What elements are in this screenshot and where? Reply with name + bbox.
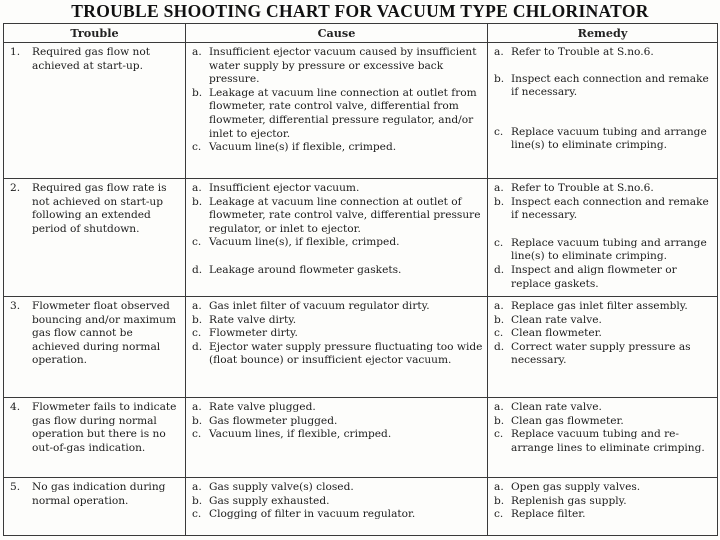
cause-text: Gas flowmeter plugged.: [209, 414, 338, 427]
remedy-item: [494, 314, 713, 328]
trouble-item: [10, 46, 181, 73]
remedy-cell: [488, 398, 718, 478]
trouble-text: Flowmeter fails to indicate gas flow during normal operation but there is no out-of-gas indication.: [32, 401, 177, 454]
remedy-text: Refer to Trouble at S.no.6.: [511, 46, 654, 58]
trouble-shooting-table: [3, 23, 718, 536]
cause-text: Leakage around flowmeter gaskets.: [209, 263, 402, 276]
cause-text: Vacuum line(s), if flexible, crimped.: [209, 236, 400, 249]
cause-text: Ejector water supply pressure fluctuating too wide (float bounce) or insufficient ejector vacuum.: [209, 340, 483, 367]
remedy-letter: d.: [494, 340, 505, 353]
remedy-text: Replace vacuum tubing and re-arrange lines to eliminate crimping.: [511, 428, 705, 454]
trouble-text: Required gas flow rate is not achieved on start-up following an extended period of shutdown.: [32, 182, 167, 235]
remedy-item: [494, 46, 713, 60]
remedy-cell: [488, 179, 718, 297]
cause-item: [192, 327, 483, 341]
cause-text: Clogging of filter in vacuum regulator.: [209, 508, 416, 521]
remedy-text: Replace vacuum tubing and arrange line(s) to eliminate crimping.: [511, 236, 707, 263]
remedy-text: Replenish gas supply.: [511, 494, 627, 507]
remedy-letter: c.: [494, 125, 504, 138]
cause-item: [192, 196, 483, 237]
remedy-item: [494, 428, 713, 455]
remedy-letter: a.: [494, 481, 504, 493]
remedy-item: [494, 73, 713, 100]
trouble-text: Required gas flow not achieved at start-up.: [32, 46, 150, 72]
trouble-number: 1.: [10, 46, 21, 58]
remedy-item: [494, 481, 713, 495]
remedy-cell: [488, 478, 718, 536]
remedy-letter: c.: [494, 428, 504, 441]
cause-letter: a.: [192, 401, 202, 413]
remedy-letter: c.: [494, 508, 504, 521]
page-title: TROUBLE SHOOTING CHART FOR VACUUM TYPE CHLORINATOR: [71, 1, 649, 21]
remedy-letter: a.: [494, 182, 504, 194]
cause-item: [192, 341, 483, 368]
trouble-item: [10, 182, 181, 236]
remedy-item: [494, 341, 713, 368]
remedy-item: [494, 182, 713, 196]
remedy-letter: b.: [494, 494, 505, 507]
cause-item: [192, 87, 483, 141]
cause-item: [192, 236, 483, 250]
cause-letter: a.: [192, 300, 202, 312]
remedy-text: Replace vacuum tubing and arrange line(s) to eliminate crimping.: [511, 125, 707, 152]
cause-item: [192, 481, 483, 495]
cause-item: [192, 508, 483, 522]
cause-letter: c.: [192, 236, 202, 249]
remedy-item: [494, 401, 713, 415]
table-row: [4, 478, 718, 536]
cause-item: [192, 264, 483, 278]
remedy-text: Inspect and align flowmeter or replace gaskets.: [511, 263, 677, 290]
trouble-number: 2.: [10, 182, 21, 194]
cause-letter: d.: [192, 340, 203, 353]
remedy-item: [494, 327, 713, 341]
header-row: [4, 24, 718, 43]
cause-letter: c.: [192, 508, 202, 521]
remedy-letter: c.: [494, 236, 504, 249]
trouble-cell: [4, 398, 186, 478]
cause-item: [192, 428, 483, 442]
cause-cell: [186, 478, 488, 536]
cause-text: Gas inlet filter of vacuum regulator dirty.: [209, 300, 430, 312]
cause-letter: b.: [192, 195, 203, 208]
cause-item: [192, 300, 483, 314]
cause-letter: b.: [192, 414, 203, 427]
trouble-number: 3.: [10, 300, 21, 312]
remedy-letter: b.: [494, 414, 505, 427]
remedy-item: [494, 300, 713, 314]
cause-text: Flowmeter dirty.: [209, 327, 298, 340]
remedy-text: Replace filter.: [511, 508, 586, 521]
remedy-text: Open gas supply valves.: [511, 481, 641, 493]
remedy-text: Clean gas flowmeter.: [511, 414, 624, 427]
cause-letter: c.: [192, 141, 202, 154]
trouble-number: 5.: [10, 481, 21, 493]
remedy-text: Inspect each connection and remake if necessary.: [511, 72, 709, 99]
trouble-item: [10, 300, 181, 368]
cause-letter: b.: [192, 313, 203, 326]
remedy-item: [494, 495, 713, 509]
remedy-text: Clean rate valve.: [511, 401, 602, 413]
remedy-item: [494, 196, 713, 223]
remedy-item: [494, 508, 713, 522]
cause-text: Gas supply exhausted.: [209, 494, 330, 507]
table-row: [4, 179, 718, 297]
cause-text: Leakage at vacuum line connection at outlet of flowmeter, rate control valve, differential pressure regulator, or inlet to ejector.: [209, 195, 481, 235]
cause-item: [192, 46, 483, 87]
cause-text: Insufficient ejector vacuum caused by insufficient water supply by pressure or excessive back pressure.: [209, 46, 477, 86]
remedy-text: Refer to Trouble at S.no.6.: [511, 182, 654, 194]
trouble-cell: [4, 43, 186, 179]
remedy-text: Correct water supply pressure as necessary.: [511, 340, 691, 367]
cause-letter: b.: [192, 494, 203, 507]
cause-item: [192, 182, 483, 196]
cause-letter: a.: [192, 182, 202, 194]
remedy-item: [494, 237, 713, 264]
remedy-text: Clean flowmeter.: [511, 327, 602, 340]
remedy-letter: a.: [494, 300, 504, 312]
remedy-letter: d.: [494, 263, 505, 276]
trouble-number: 4.: [10, 401, 21, 413]
cause-cell: [186, 43, 488, 179]
table-row: [4, 297, 718, 398]
trouble-cell: [4, 179, 186, 297]
cause-text: Gas supply valve(s) closed.: [209, 481, 354, 493]
cause-letter: c.: [192, 428, 202, 441]
cause-letter: d.: [192, 263, 203, 276]
remedy-letter: a.: [494, 401, 504, 413]
cause-item: [192, 415, 483, 429]
trouble-text: Flowmeter float observed bouncing and/or maximum gas flow cannot be achieved during normal operation.: [32, 300, 177, 367]
cause-cell: [186, 179, 488, 297]
cause-item: [192, 314, 483, 328]
remedy-letter: b.: [494, 72, 505, 85]
cause-cell: [186, 297, 488, 398]
cause-text: Vacuum lines, if flexible, crimped.: [209, 428, 392, 441]
cause-text: Leakage at vacuum line connection at outlet from flowmeter, rate control valve, differential from flowmeter, differential pressure regulator, and/or inlet to ejector.: [209, 86, 477, 140]
remedy-item: [494, 126, 713, 153]
remedy-letter: b.: [494, 195, 505, 208]
remedy-cell: [488, 297, 718, 398]
trouble-text: No gas indication during normal operation.: [32, 481, 166, 507]
remedy-text: Replace gas inlet filter assembly.: [511, 300, 688, 312]
trouble-item: [10, 401, 181, 455]
table-row: [4, 43, 718, 179]
header-cause: Cause: [186, 24, 488, 43]
remedy-letter: b.: [494, 313, 505, 326]
remedy-letter: a.: [494, 46, 504, 58]
cause-item: [192, 495, 483, 509]
header-trouble: Trouble: [4, 24, 186, 43]
header-remedy: Remedy: [488, 24, 718, 43]
cause-letter: b.: [192, 86, 203, 99]
cause-letter: a.: [192, 481, 202, 493]
remedy-cell: [488, 43, 718, 179]
remedy-text: Clean rate valve.: [511, 313, 602, 326]
trouble-cell: [4, 297, 186, 398]
cause-letter: c.: [192, 327, 202, 340]
cause-letter: a.: [192, 46, 202, 58]
remedy-letter: c.: [494, 327, 504, 340]
cause-text: Insufficient ejector vacuum.: [209, 182, 360, 194]
cause-item: [192, 141, 483, 155]
cause-text: Rate valve dirty.: [209, 313, 297, 326]
remedy-item: [494, 415, 713, 429]
trouble-item: [10, 481, 181, 508]
cause-text: Rate valve plugged.: [209, 401, 316, 413]
cause-item: [192, 401, 483, 415]
cause-text: Vacuum line(s) if flexible, crimped.: [209, 141, 397, 154]
remedy-text: Inspect each connection and remake if necessary.: [511, 195, 709, 222]
remedy-item: [494, 264, 713, 291]
cause-cell: [186, 398, 488, 478]
trouble-cell: [4, 478, 186, 536]
table-row: [4, 398, 718, 478]
